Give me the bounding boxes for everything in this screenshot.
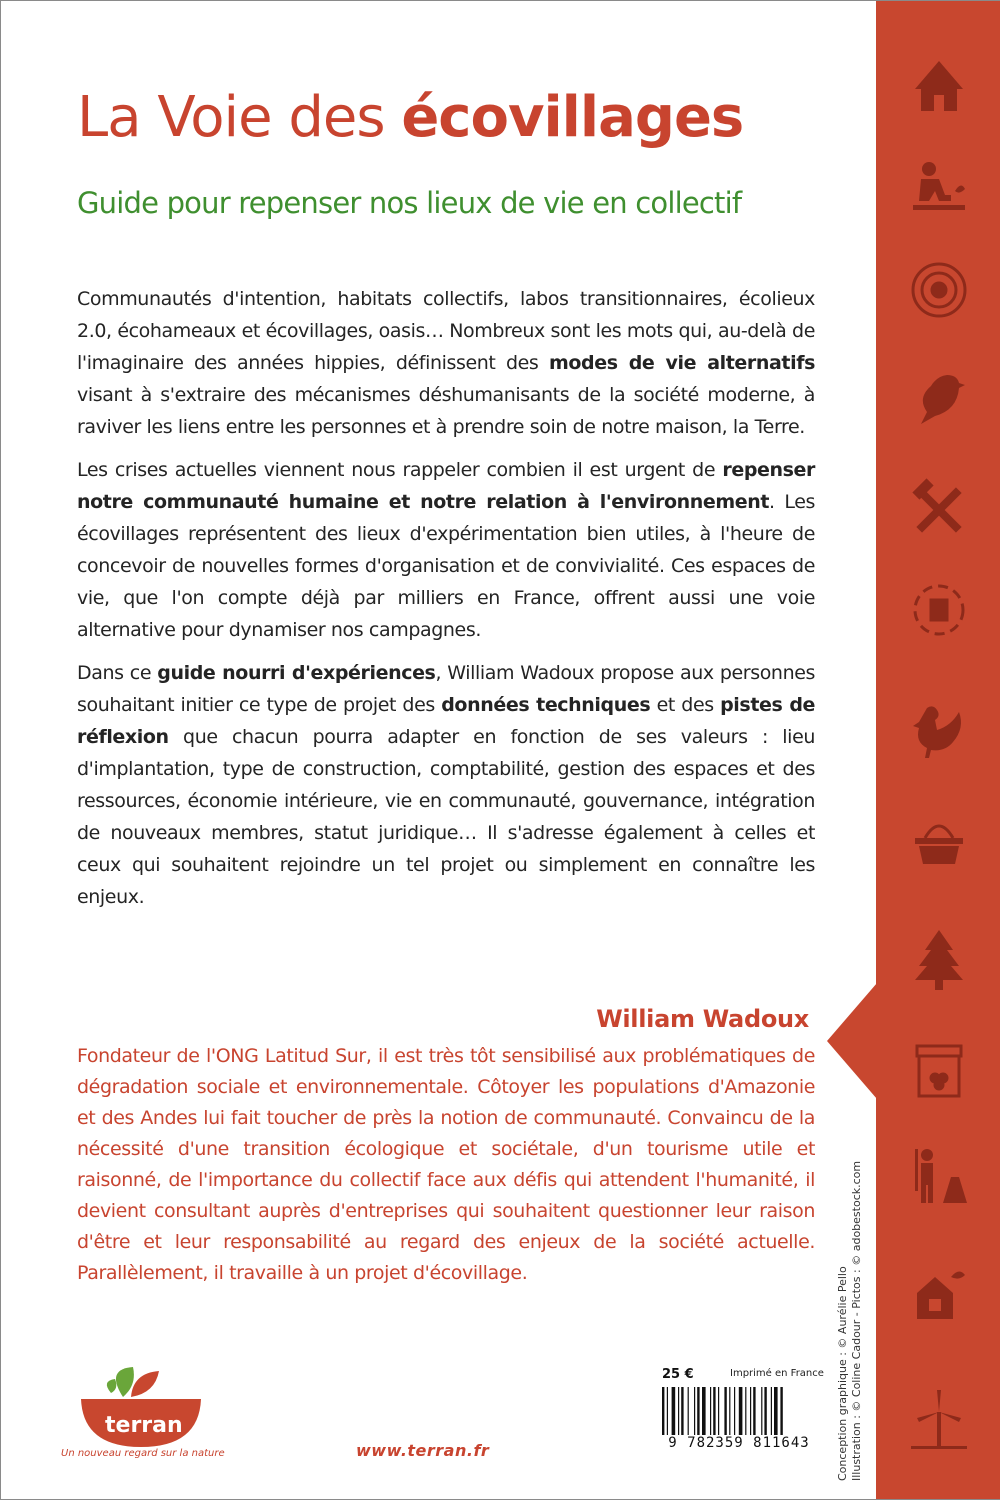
rooster-icon xyxy=(905,698,973,766)
author-name: William Wadoux xyxy=(596,1005,809,1033)
text-run: . Les écovillages représentent des lieux d'expérimentation bien utiles, à l'heure de concevoir de nouvelles formes d'organisation et de convivialité. Ces espaces de vie, que l'on compte déjà par milliers en France, offrent aussi une voie alternative pour dynamiser nos campagnes. xyxy=(77,491,815,641)
barcode xyxy=(658,1361,824,1453)
bird-icon xyxy=(905,363,973,431)
text-run: Communautés d'intention, habitats collectifs, labos transitionnaires, écolieux 2.0, écohameaux et écovillages, oasis… Nombreux sont les mots qui, au-delà de l'imaginaire des années hippies, définissent des xyxy=(77,288,815,374)
emphasis-run: données techniques xyxy=(441,694,651,716)
publisher-logo xyxy=(71,1361,211,1451)
hut-icon xyxy=(905,53,973,121)
blurb-paragraph-3 xyxy=(77,657,815,913)
text-run: , William Wadoux propose aux personnes souhaitant initier ce type de projet des xyxy=(77,662,815,716)
blurb xyxy=(77,283,815,924)
basket-icon xyxy=(905,806,973,874)
tools-icon xyxy=(905,476,973,544)
publisher-tagline: Un nouveau regard sur la nature xyxy=(61,1448,225,1459)
text-run: Les crises actuelles viennent nous rappeler combien il est urgent de xyxy=(77,459,723,481)
blurb-paragraph-2 xyxy=(77,454,815,646)
text-run: visant à s'extraire des mécanismes déshumanisants de la société moderne, à raviver les liens entre les personnes et à prendre soin de notre maison, la Terre. xyxy=(77,384,815,438)
text-run: et des xyxy=(650,694,721,716)
emphasis-run: pistes de réflexion xyxy=(77,694,816,748)
text-run: Dans ce xyxy=(77,662,158,684)
text-run: que chacun pourra adapter en fonction de ses valeurs : lieu d'implantation, type de construction, comptabilité, gestion des espaces et des ressources, économie intérieure, vie en communauté, gouvernance, intégration de nouveaux membres, statut juridique… Il s'adresse également à celles et ceux qui souhaitent rejoindre un tel projet ou simplement en connaître les enjeux. xyxy=(77,726,815,908)
sidebar-notch xyxy=(827,983,877,1099)
credit-design: Conception graphique : © Aurélie Pello xyxy=(836,1266,849,1481)
isbn-number: 9 782359 811643 xyxy=(668,1435,810,1451)
blurb-paragraph-1 xyxy=(77,283,815,443)
house-watering-can-icon xyxy=(905,1261,973,1329)
emphasis-run: guide nourri d'expériences xyxy=(157,662,436,684)
gardener-icon xyxy=(905,153,973,221)
price: 25 € xyxy=(662,1367,694,1382)
tree-icon xyxy=(905,926,973,994)
publisher-website: www.terran.fr xyxy=(356,1441,490,1460)
credit-illustration: Illustration : © Coline Cadour - Pictos : © adobestock.com xyxy=(850,1160,863,1481)
title-plain: La Voie des xyxy=(77,85,402,150)
beehive-icon xyxy=(905,1036,973,1104)
cycle-icon xyxy=(905,576,973,644)
credits xyxy=(836,1161,864,1481)
author-bio: Fondateur de l'ONG Latitud Sur, il est très tôt sensibilisé aux problématiques de dégradation sociale et environnementale. Côtoyer les populations d'Amazonie et des Andes lui fait toucher de près la notion de communauté. Convaincu de la nécessité d'une transition écologique et sociétale, d'un tourisme utile et raisonné, de l'importance du collectif face aux défis qui attendent l'humanité, il devient consultant auprès d'entreprises qui souhaitent questionner leur raison d'être et leur responsabilité au regard des enjeux de la société actuelle. Parallèlement, il travaille à un projet d'écovillage. xyxy=(77,1045,815,1284)
book-title xyxy=(77,83,743,153)
printed-in: Imprimé en France xyxy=(730,1368,824,1379)
mandala-icon xyxy=(905,256,973,324)
emphasis-run: modes de vie alternatifs xyxy=(548,352,815,374)
logo-text: terran xyxy=(105,1413,183,1438)
farmer-icon xyxy=(905,1141,973,1209)
barcode-bars xyxy=(662,1387,816,1435)
emphasis-run: repenser notre communauté humaine et notre relation à l'environnement xyxy=(77,459,815,513)
title-emphasis: écovillages xyxy=(401,85,744,150)
wind-turbine-icon xyxy=(905,1386,973,1454)
book-subtitle: Guide pour repenser nos lieux de vie en collectif xyxy=(77,186,742,220)
